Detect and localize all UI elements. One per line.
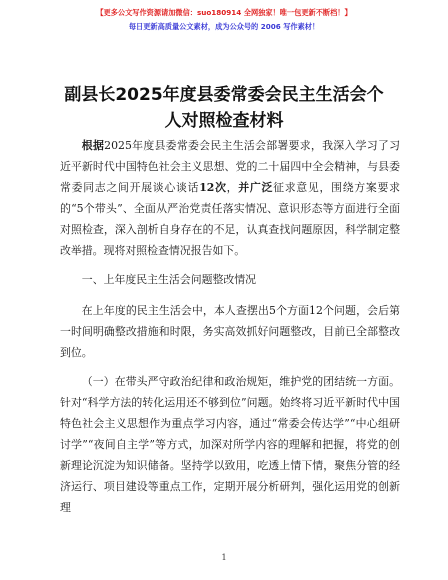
intro-lead: 根据 — [81, 139, 105, 152]
intro-text-part-1: 2025年度县委常委会民主生活会部署要求，我深入学习了习近平新时代中国特色社会主义思想、党的二十届四中全会精神，与县委常委同志之间开展谈心谈话 — [60, 139, 400, 194]
intro-text-part-2: 征求意见，围绕方案要求的“5个带头”、全面从严治党责任落实情况、意识形态等方面进行全面对照检查，深入剖析自身存在的不足，认真查找问题原因，科学制定整改举措。现将对照检查情况报告如下。 — [60, 181, 400, 257]
promo-banner — [0, 6, 448, 34]
section-1-paragraph: 在上年度的民主生活会中，本人查摆出5个方面12个问题，会后第一时间明确整改措施和时限，务实高效抓好问题整改，目前已全部整改到位。 — [60, 304, 400, 359]
subsection-1-paragraph: （一）在带头严守政治纪律和政治规矩，维护党的团结统一方面。针对“科学方法的转化运用还不够到位”问题。始终将习近平新时代中国特色社会主义思想作为重点学习内容，通过“常委会传达学”“中心组研讨学”“夜间自主学”等方式，加深对所学内容的理解和把握，将党的创新理论沉淀为知识储备。坚持学以致用，吃透上情下情，聚焦分管的经济运行、项目建设等重点工作，定期开展分析研判，强化运用党的创新理 — [60, 375, 400, 514]
intro-paragraph — [60, 135, 400, 261]
document-body — [60, 135, 400, 526]
section-1-heading: 一、上年度民主生活会问题整改情况 — [81, 273, 257, 286]
promo-banner-line-2: 每日更新高质量公文素材，成为公众号的 2006 写作素材！ — [128, 22, 320, 31]
page-number: 1 — [221, 553, 227, 562]
intro-emphasis: 并广泛 — [238, 181, 274, 194]
intro-separator: ， — [226, 181, 239, 194]
document-title: 副县长2025年度县委常委会民主生活会个人对照检查材料 — [64, 85, 384, 131]
promo-banner-line-1: 【更多公文写作资源请加微信：suo180914 全网独家！唯一包更新不断档！】 — [96, 8, 352, 17]
intro-conversation-count: 12次 — [199, 181, 227, 194]
